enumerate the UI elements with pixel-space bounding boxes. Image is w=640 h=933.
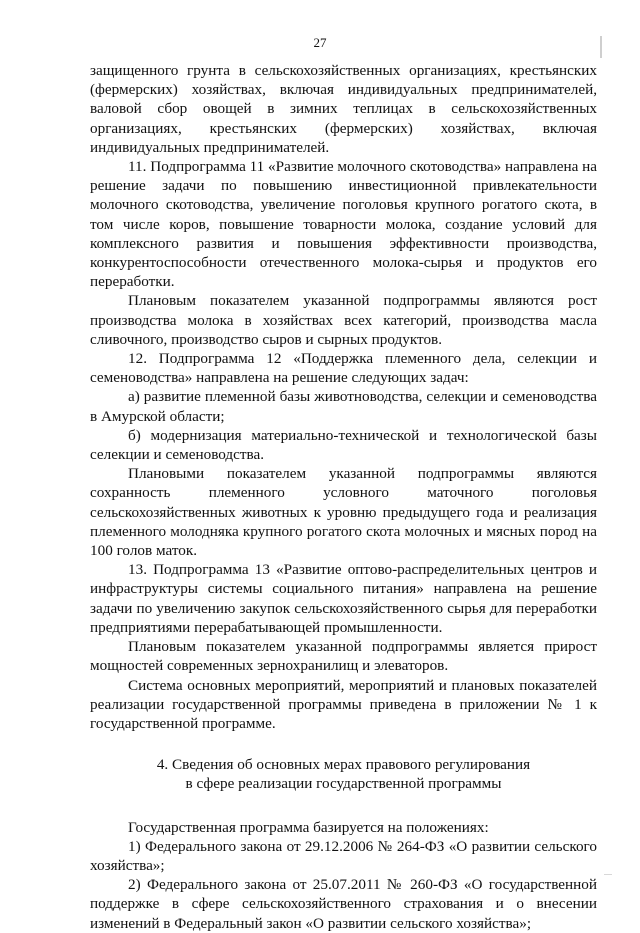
section-heading-line2: в сфере реализации государственной программы	[185, 775, 502, 793]
paragraph-indicator-12: Плановыми показателем указанной подпрограммы являются сохранность племенного условного маточного поголовья сельскохозяйственных животных к уровню предыдущего года и реализация племенного молодняка крупного рогатого скота молочных и мясных пород на 100 голов маток.	[90, 465, 597, 560]
section-heading-line1: 4. Сведения об основных мерах правового регулирования	[156, 756, 531, 774]
section-heading	[90, 755, 597, 793]
paragraph-task-a: а) развитие племенной базы животноводства, селекции и семеноводства в Амурской области;	[90, 388, 597, 425]
paragraph-indicator-11: Плановым показателем указанной подпрограммы являются рост производства молока в хозяйствах всех категорий, производства масла сливочного, производство сыров и сырных продуктов.	[90, 292, 597, 348]
paragraph-subprogram-13: 13. Подпрограмма 13 «Развитие оптово-распределительных центров и инфраструктуры системы социального питания» направлена на решение задачи по увеличению закупок сельскохозяйственного сырья для переработки предприятиями перерабатывающей промышленности.	[90, 561, 597, 636]
document-body	[90, 61, 597, 933]
page-number: 27	[313, 35, 327, 50]
paragraph-system-measures: Система основных мероприятий, мероприятий и плановых показателей реализации государственной программы приведена в приложении № 1 к государственной программе.	[90, 676, 597, 732]
paragraph-subprogram-11: 11. Подпрограмма 11 «Развитие молочного скотоводства» направлена на решение задачи по повышению инвестиционной привлекательности молочного скотоводства, увеличение поголовья крупного рогатого скота, в том числе коров, повышение товарности молока, создание условий для комплексного развития и повышения эффективности производства, конкурентоспособности отечественного молока-сырья и продуктов его переработки.	[90, 158, 597, 291]
scan-mark	[604, 874, 612, 881]
paragraph-task-b: б) модернизация материально-технической и технологической базы селекции и семеноводства.	[90, 426, 597, 464]
paragraph-continuation: защищенного грунта в сельскохозяйственных организациях, крестьянских (фермерских) хозяйствах, включая индивидуальных предпринимателей, валовой сбор овощей в зимних теплицах в сельскохозяйственных организациях, крестьянских (фермерских) хозяйствах, включая индивидуальных предпринимателей.	[90, 62, 597, 156]
paragraph-indicator-13: Плановым показателем указанной подпрограммы является прирост мощностей современных зернохранилищ и элеваторов.	[90, 638, 597, 675]
paragraph-subprogram-12: 12. Подпрограмма 12 «Поддержка племенного дела, селекции и семеноводства» направлена на решение следующих задач:	[90, 350, 597, 387]
paragraph-basis: Государственная программа базируется на положениях:	[128, 818, 489, 836]
paragraph-law-1: 1) Федерального закона от 29.12.2006 № 264-ФЗ «О развитии сельского хозяйства»;	[90, 837, 597, 874]
paragraph-law-2: 2) Федерального закона от 25.07.2011 № 260-ФЗ «О государственной поддержке в сфере сельскохозяйственного страхования и о внесении изменений в Федеральный закон «О развитии сельского хозяйства»;	[90, 876, 597, 932]
